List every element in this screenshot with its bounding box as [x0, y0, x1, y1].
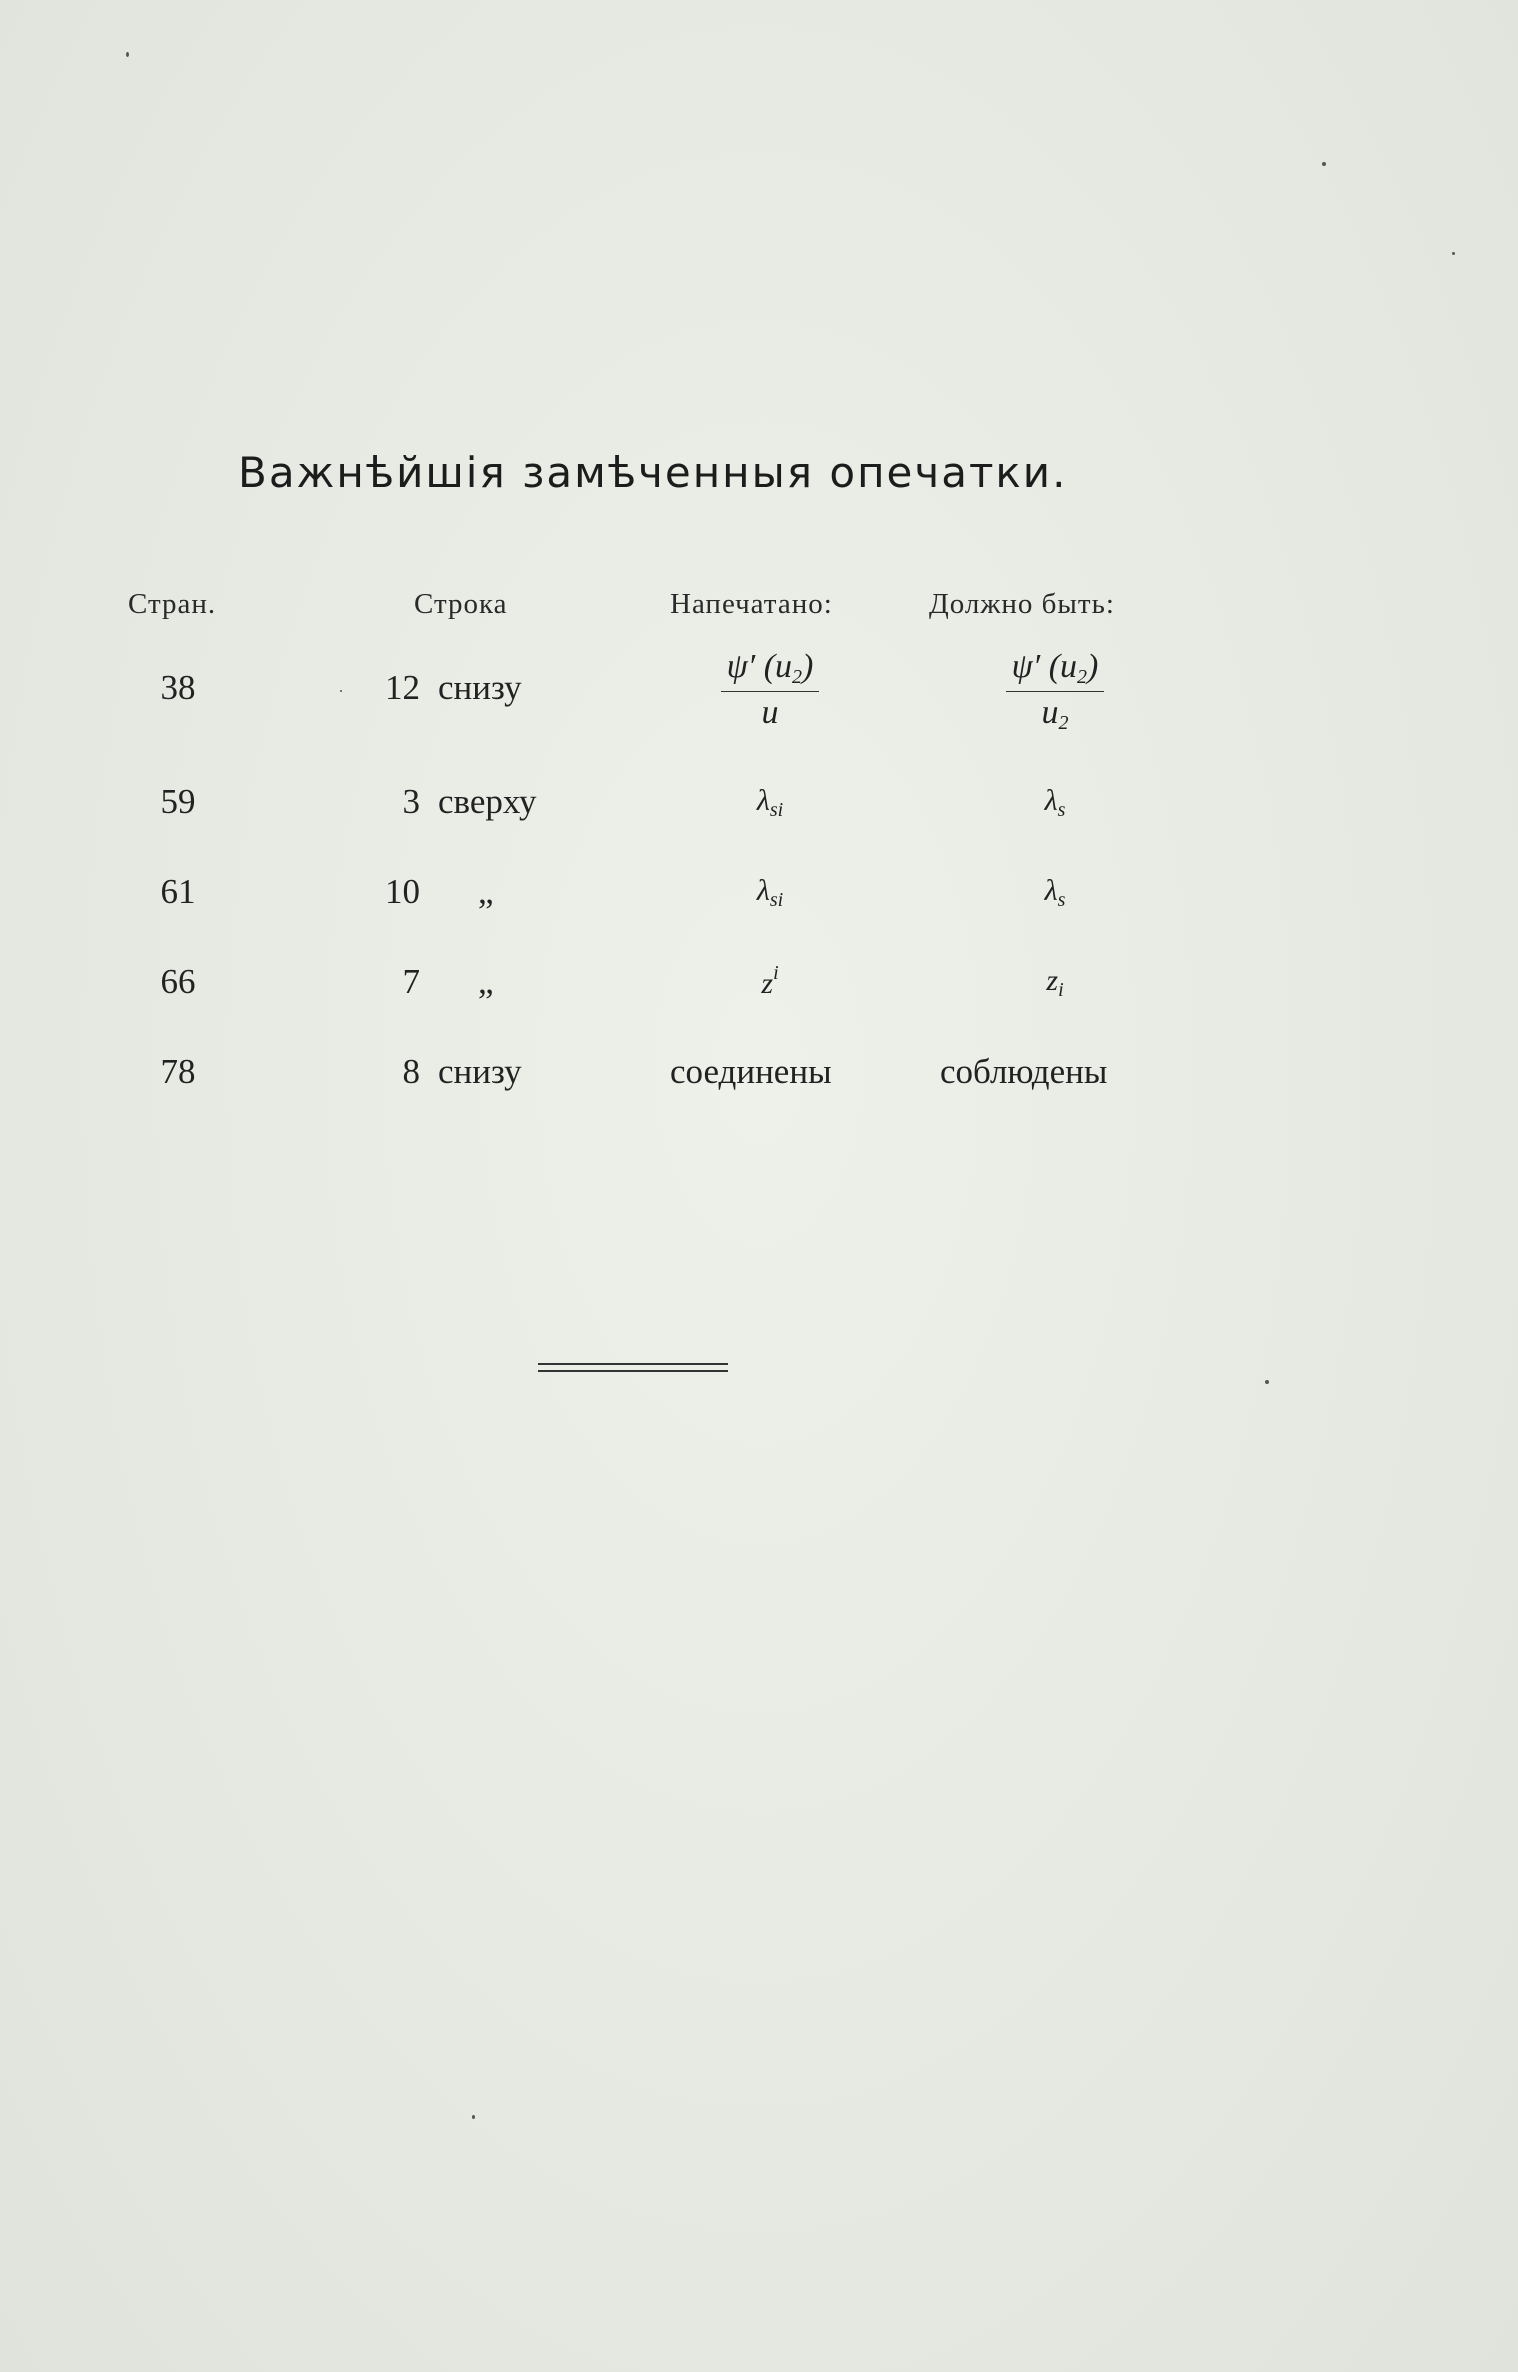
- correct-value: $\lambda_s$: [1044, 784, 1066, 821]
- row-page: 66: [160, 962, 196, 1001]
- row-line-number: 10: [385, 872, 420, 911]
- correct-value: соблюдены: [940, 1052, 1108, 1091]
- scan-speck: [472, 2115, 475, 2119]
- row-page: 61: [160, 872, 196, 911]
- row-page: 59: [160, 782, 196, 821]
- scan-speck: [340, 690, 342, 692]
- row-page: 38: [160, 668, 196, 707]
- end-rule: [538, 1363, 728, 1365]
- end-rule: [538, 1370, 728, 1372]
- row-line-direction: „: [478, 962, 494, 1001]
- header-page: Стран.: [128, 588, 217, 620]
- row-line-number: 12: [385, 668, 420, 707]
- scan-speck: [1265, 1380, 1269, 1384]
- scan-speck: [1452, 252, 1455, 255]
- printed-value: $\lambda_{si}$: [756, 784, 784, 821]
- header-printed: Напечатано:: [670, 588, 833, 620]
- printed-value: $\lambda_{si}$: [756, 874, 784, 911]
- row-line-number: 8: [402, 1052, 420, 1091]
- correct-value: $\lambda_s$: [1044, 874, 1066, 911]
- printed-fraction: $\frac{\psi' (u_2)}{u}$: [700, 648, 840, 735]
- scan-speck: [1322, 162, 1326, 166]
- correct-value: $z_i$: [1046, 964, 1064, 1001]
- scan-speck: [126, 52, 129, 57]
- printed-value: $z^i$: [761, 962, 779, 1000]
- row-line-direction: снизу: [438, 1052, 522, 1091]
- header-line: Строка: [414, 588, 508, 620]
- row-line-number: 3: [402, 782, 420, 821]
- row-page: 78: [160, 1052, 196, 1091]
- row-line-direction: снизу: [438, 668, 522, 707]
- page-title: Важнѣйшія замѣченныя опечатки.: [238, 448, 1068, 497]
- row-line-direction: „: [478, 872, 494, 911]
- row-line-direction: сверху: [438, 782, 537, 821]
- correct-fraction: $\frac{\psi' (u_2)}{u_2}$: [985, 648, 1125, 735]
- header-correct: Должно быть:: [929, 588, 1115, 620]
- printed-value: соединены: [670, 1052, 832, 1091]
- row-line-number: 7: [402, 962, 420, 1001]
